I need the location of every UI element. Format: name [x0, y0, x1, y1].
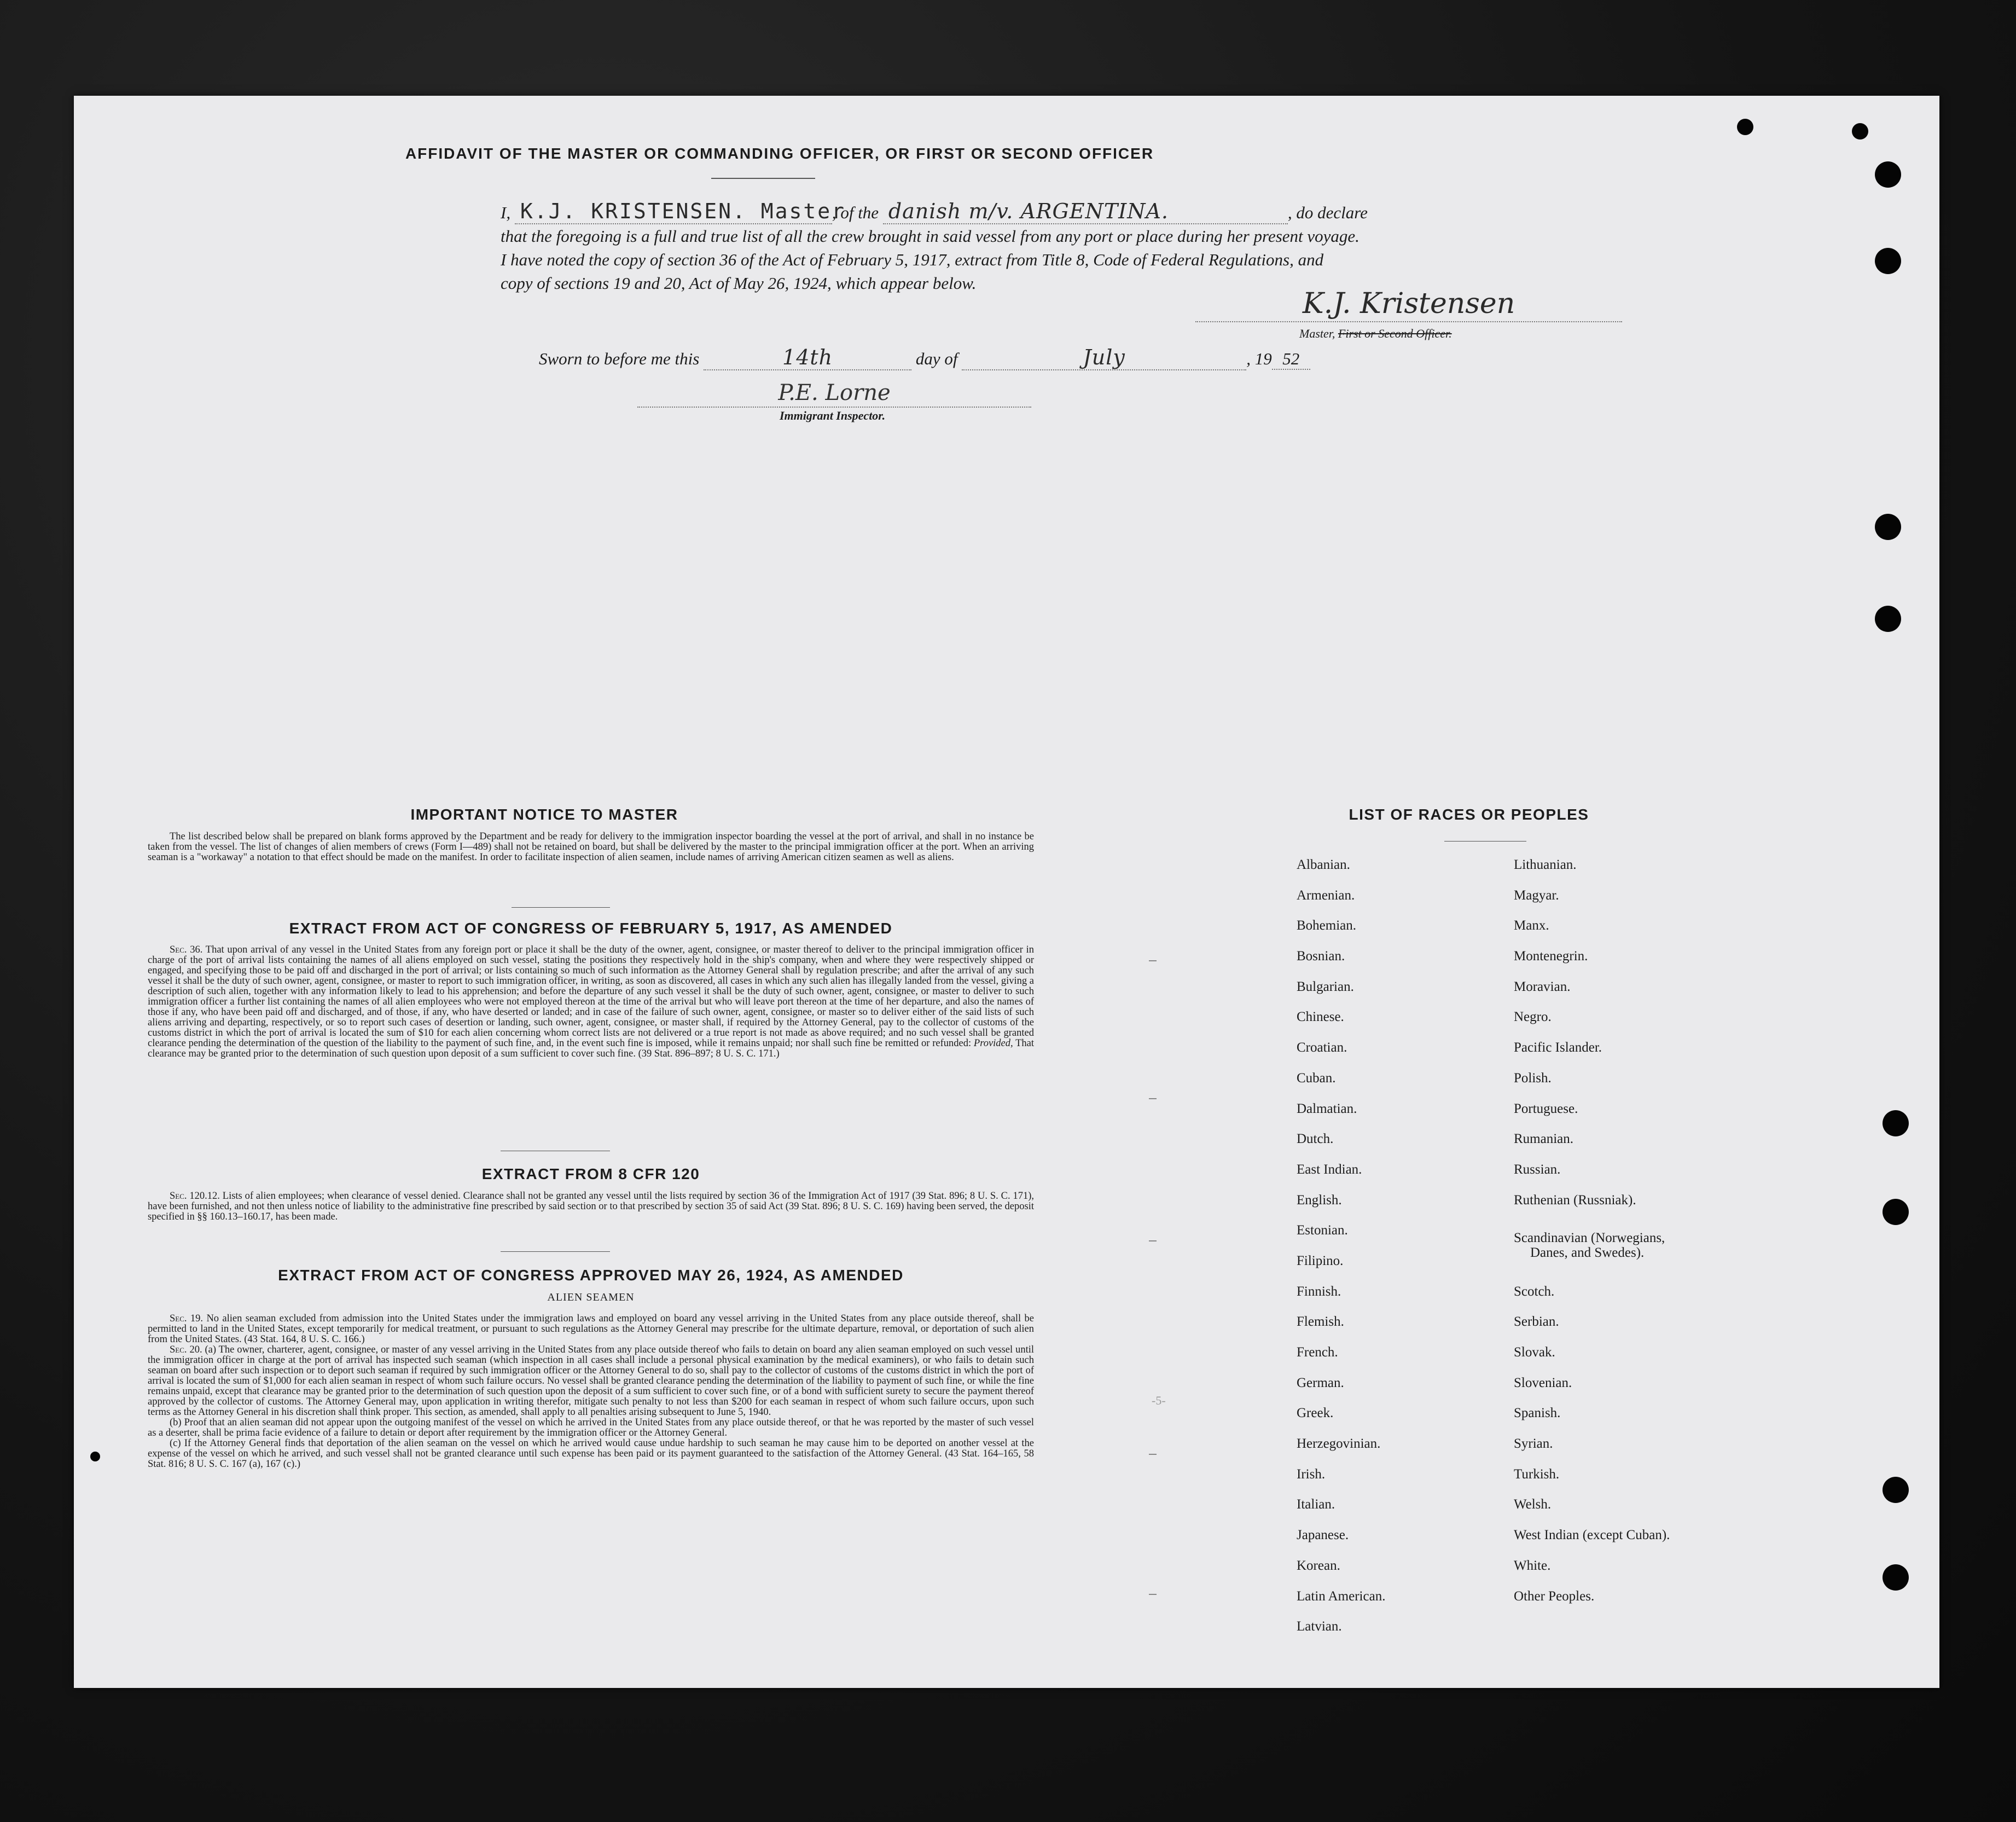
extract-1917-title: EXTRACT FROM ACT OF CONGRESS OF FEBRUARY 5, 1917, AS AMENDED [289, 920, 893, 937]
alien-seamen-subtitle: ALIEN SEAMEN [547, 1291, 635, 1303]
signature-label-master: Master, [1299, 327, 1335, 340]
sworn-prefix: Sworn to before me this [539, 349, 700, 368]
race-item: Bulgarian. [1297, 979, 1354, 994]
race-item: Turkish. [1514, 1466, 1560, 1482]
margin-tick [1149, 1594, 1157, 1595]
margin-tick [1149, 1240, 1157, 1241]
race-item: Flemish. [1297, 1314, 1344, 1330]
punch-hole [1737, 119, 1753, 135]
proviso-text: That clearance may be granted prior to the determination of such question upon deposit of a sum sufficient to cover such fine. (39 Stat. 896–897; 8 U. S. C. 171.) [148, 1038, 1034, 1059]
race-item: Dalmatian. [1297, 1101, 1357, 1116]
race-item: Syrian. [1514, 1436, 1553, 1452]
race-item: Russian. [1514, 1162, 1561, 1177]
punch-hole [1852, 123, 1868, 140]
sec-19-text: No alien seaman excluded from admission into the United States under the immigration laws and employed on board any vessel arriving in the United States from any place outside thereof, shall be permitted to land in the United States, except temporarily for medical treatment, or pursuant to such regulations as the Attorney General may prescribe for the ultimate departure, removal, or deportation of such alien from the United States. (43 Stat. 164, 8 U. S. C. 166.) [148, 1313, 1035, 1345]
race-item: Polish. [1514, 1070, 1552, 1086]
race-item: Ruthenian (Russniak). [1514, 1192, 1636, 1208]
notice-title: IMPORTANT NOTICE TO MASTER [410, 806, 678, 823]
race-item: Negro. [1514, 1009, 1552, 1025]
race-item: Bosnian. [1297, 949, 1345, 964]
race-item: Scotch. [1514, 1284, 1555, 1299]
punch-hole [1883, 1110, 1909, 1136]
sec-120-label: Sec. 120.12. [170, 1191, 220, 1202]
do-declare-label: , do declare [1287, 203, 1368, 222]
races-right-column [1514, 857, 1670, 1619]
races-left-column [1297, 857, 1385, 1650]
sec-20-label: Sec. 20. [170, 1344, 202, 1355]
master-signature: K.J. Kristensen [1195, 287, 1622, 322]
sec-20c-paragraph: (c) If the Attorney General finds that deportation of the alien seaman on the vessel on which he arrived would cause undue hardship to such seaman he may cause him to be deported on another vessel at the expense of the vessel on which he arrived, and such vessel shall not be granted clearance until such expense has been paid or its payment guaranteed to the satisfaction of the Attorney General. (43 Stat. 164–165, 58 Stat. 816; 8 U. S. C. 167 (a), 167 (c).) [148, 1438, 1034, 1470]
race-item: Other Peoples. [1514, 1588, 1595, 1604]
race-item: Estonian. [1297, 1223, 1348, 1238]
punch-hole [1883, 1477, 1909, 1503]
document-page [74, 96, 1939, 1688]
sworn-day-field: 14th [704, 345, 911, 370]
races-divider [1444, 841, 1526, 842]
day-of-label: day of [915, 349, 958, 368]
race-item: Latin American. [1297, 1588, 1386, 1604]
sec-20b-paragraph: (b) Proof that an alien seaman did not appear upon the outgoing manifest of the vessel on which he arrived in the United States from any place outside thereof, or that he was reported by the master of such vessel as a deserter, shall be prima facie evidence of a failure to detain or deport after requirement by the immigration officer or the Attorney General. [148, 1417, 1034, 1438]
race-item: Japanese. [1297, 1528, 1349, 1543]
signature-label-struck: First or Second Officer. [1338, 327, 1452, 340]
proviso-label: Provided, [973, 1038, 1013, 1049]
race-item: Slovak. [1514, 1345, 1555, 1360]
race-item: German. [1297, 1375, 1344, 1390]
year-prefix: , 19 [1246, 349, 1272, 368]
race-item: White. [1514, 1558, 1551, 1573]
punch-hole [1875, 161, 1901, 188]
race-item: Bohemian. [1297, 918, 1357, 933]
race-item: Spanish. [1514, 1406, 1561, 1421]
signature-label [1299, 327, 1452, 341]
race-item: Lithuanian. [1514, 857, 1577, 872]
sec-36-label: Sec. 36. [170, 944, 203, 955]
extract-1924-body [148, 1314, 1034, 1470]
race-item: Finnish. [1297, 1284, 1341, 1299]
race-item: Armenian. [1297, 887, 1355, 903]
race-item: Cuban. [1297, 1070, 1336, 1086]
inspector-label: Immigrant Inspector. [780, 409, 886, 422]
punch-hole [1875, 606, 1901, 632]
race-item: Portuguese. [1514, 1101, 1578, 1116]
margin-tick [1149, 1454, 1157, 1455]
race-item-scandinavian [1514, 1223, 1670, 1284]
race-item: Latvian. [1297, 1619, 1342, 1634]
notice-body: The list described below shall be prepared on blank forms approved by the Department and be ready for delivery to the immigration inspector boarding the vessel at the port of arrival, and shall in no instance be taken from the vessel. The list of changes of alien members of crews (Form I—489) shall not be retained on board, but shall be delivered by the master to the principal immigration officer at the port. When an arriving seaman is a "workaway" a notation to that effect should be made on the manifest. In order to facilitate inspection of alien seamen, include names of arriving American citizen seamen as well as aliens. [148, 831, 1034, 863]
sec-20a-paragraph [148, 1345, 1034, 1418]
extract-cfr-title: EXTRACT FROM 8 CFR 120 [481, 1165, 700, 1182]
race-item: Korean. [1297, 1558, 1340, 1573]
extract-1917-body [148, 945, 1034, 1059]
race-item: English. [1297, 1192, 1342, 1208]
punch-hole [1875, 248, 1901, 274]
margin-mark: -5- [1152, 1394, 1166, 1407]
punch-hole [1883, 1199, 1909, 1225]
declaration-text [501, 200, 1540, 295]
punch-hole [90, 1452, 100, 1461]
affidavit-title: AFFIDAVIT OF THE MASTER OR COMMANDING OFFICER, OR FIRST OR SECOND OFFICER [405, 145, 1154, 162]
race-item: Moravian. [1514, 979, 1571, 994]
inspector-signature: P.E. Lorne [637, 380, 1031, 408]
race-item: Albanian. [1297, 857, 1350, 872]
sec-36-text: That upon arrival of any vessel in the United States from any foreign port or place it shall be the duty of the owner, agent, consignee, or master thereof to deliver to the principal immigration officer in charge of the port of arrival lists containing the names of all aliens employed on such vessel, stating the positions they respectively hold in the ship's company, when and where they were respectively shipped or engaged, and specifying those to be paid off and discharged in the port of arrival; or lists containing so much of such information as the Attorney General shall by regulation prescribe; and after the arrival of any such vessel it shall be the duty of such owner, agent, consignee, or master to report to such immigration officer, in writing, as soon as discovered, all cases in which any such alien has illegally landed from the vessel, giving a description of such alien, together with any information likely to lead to his apprehension; and before the departure of any such vessel it shall be the duty of such owner, agent, consignee, or master to deliver to such immigration officer a further list containing the names of all alien employees who were not employed thereon at the time of the arrival but who will leave port thereon at the time of her departure, and also the names of those if any, who have been paid off and discharged, and of those, if any, who have deserted or landed; and in case of the failure of such owner, agent, consignee, or master so to deliver either of the said lists of such aliens arriving and departing, respectively, or so to report such cases of desertion or landing, such owner, agent, consignee, or master shall, if required by the Attorney General, pay to the collector of customs of the customs district in which the port of arrival is located the sum of $10 for each alien concerning whom correct lists are not delivered or a true report is not made as above required; and no such vessel shall be granted clearance pending the determination of the question of the liability to the payment of such fine, and, in the event such fine is imposed, while it remains unpaid; nor shall such fine be remitted or refunded: [148, 944, 1034, 1049]
title-divider [711, 178, 815, 179]
sworn-line [539, 345, 1310, 370]
race-item: Rumanian. [1514, 1132, 1574, 1147]
year-field: 52 [1272, 349, 1310, 370]
race-item: Pacific Islander. [1514, 1040, 1602, 1055]
declaration-line-3: I have noted the copy of section 36 of the Act of February 5, 1917, extract from Title 8, Code of Federal Regulations, and [501, 250, 1324, 269]
scandinavian-line-2: Danes, and Swedes). [1530, 1245, 1645, 1261]
race-item: East Indian. [1297, 1162, 1362, 1177]
race-item: West Indian (except Cuban). [1514, 1528, 1670, 1543]
of-the-label: , of the [832, 203, 879, 222]
notice-divider [512, 907, 610, 908]
margin-tick [1149, 1098, 1157, 1099]
sec-20a-text: (a) The owner, charterer, agent, consignee, or master of any vessel arriving in the United States from any place outside thereof who fails to detain on board any alien seaman employed on such vessel until the immigration officer in charge at the port of arrival has inspected such seaman (which inspection in all cases shall include a personal physical examination by the medical examiners), or who fails to detain such seaman on board after such inspection or to deport such seaman if required by such immigration officer or the Attorney General to do so, shall pay to the collector of customs of the customs district in which the port of arrival is located the sum of $1,000 for each alien seaman in respect of whom such failure occurs. No vessel shall be granted clearance pending the determination of the liability to payment of such fine, or while the fine remains unpaid, except that clearance may be granted prior to the determination of such question upon the deposit of a sum sufficient to cover such fine, or of a bond with sufficient surety to secure the payment thereof approved by the collector of customs. The Attorney General may, upon application in writing therefor, mitigate such penalty to not less than $200 for each seaman in respect of whom such failure occurs, upon such terms as the Attorney General in his discretion shall think proper. This section, as amended, shall apply to all penalties arising subsequent to June 5, 1940. [148, 1344, 1035, 1418]
cfr-divider [501, 1251, 610, 1252]
margin-tick [1149, 960, 1157, 961]
master-name-field: K.J. KRISTENSEN. Master [515, 200, 832, 224]
extract-1924-title: EXTRACT FROM ACT OF CONGRESS APPROVED MAY 26, 1924, AS AMENDED [278, 1267, 904, 1284]
race-item: Greek. [1297, 1406, 1334, 1421]
declaration-line-4: copy of sections 19 and 20, Act of May 26, 1924, which appear below. [501, 274, 977, 293]
extract-cfr-body [148, 1191, 1034, 1222]
i-prefix: I, [501, 203, 511, 222]
races-title: LIST OF RACES OR PEOPLES [1349, 806, 1589, 823]
declaration-line-2: that the foregoing is a full and true list of all the crew brought in said vessel from any port or place during her present voyage. [501, 227, 1360, 246]
race-item: Manx. [1514, 918, 1549, 933]
race-item: Herzegovinian. [1297, 1436, 1381, 1452]
vessel-name-field: danish m/v. ARGENTINA. [883, 200, 1288, 224]
race-item: Chinese. [1297, 1009, 1344, 1025]
sec-19-paragraph [148, 1314, 1034, 1345]
race-item: Croatian. [1297, 1040, 1347, 1055]
race-item: Magyar. [1514, 887, 1559, 903]
sec-19-label: Sec. 19. [170, 1313, 204, 1324]
race-item: Dutch. [1297, 1132, 1334, 1147]
punch-hole [1875, 514, 1901, 540]
race-item: French. [1297, 1345, 1338, 1360]
sec-120-text: Lists of alien employees; when clearance of vessel denied. Clearance shall not be granted any vessel until the lists required by section 36 of the Immigration Act of 1917 (39 Stat. 896; 8 U. S. C. 171), have been furnished, and not then unless notice of liability to the administrative fine prescribed by said section or to that prescribed by section 35 of said Act (39 Stat. 896; 8 U. S. C. 169) having been served, the deposit specified in §§ 160.13–160.17, has been made. [148, 1191, 1035, 1222]
punch-hole [1883, 1564, 1909, 1591]
race-item: Irish. [1297, 1466, 1326, 1482]
race-item: Italian. [1297, 1497, 1335, 1512]
sworn-month-field: July [962, 345, 1246, 370]
race-item: Filipino. [1297, 1253, 1344, 1268]
race-item: Slovenian. [1514, 1375, 1572, 1390]
scandinavian-line-1: Scandinavian (Norwegians, [1514, 1231, 1665, 1246]
race-item: Welsh. [1514, 1497, 1552, 1512]
race-item: Serbian. [1514, 1314, 1559, 1330]
race-item: Montenegrin. [1514, 949, 1588, 964]
